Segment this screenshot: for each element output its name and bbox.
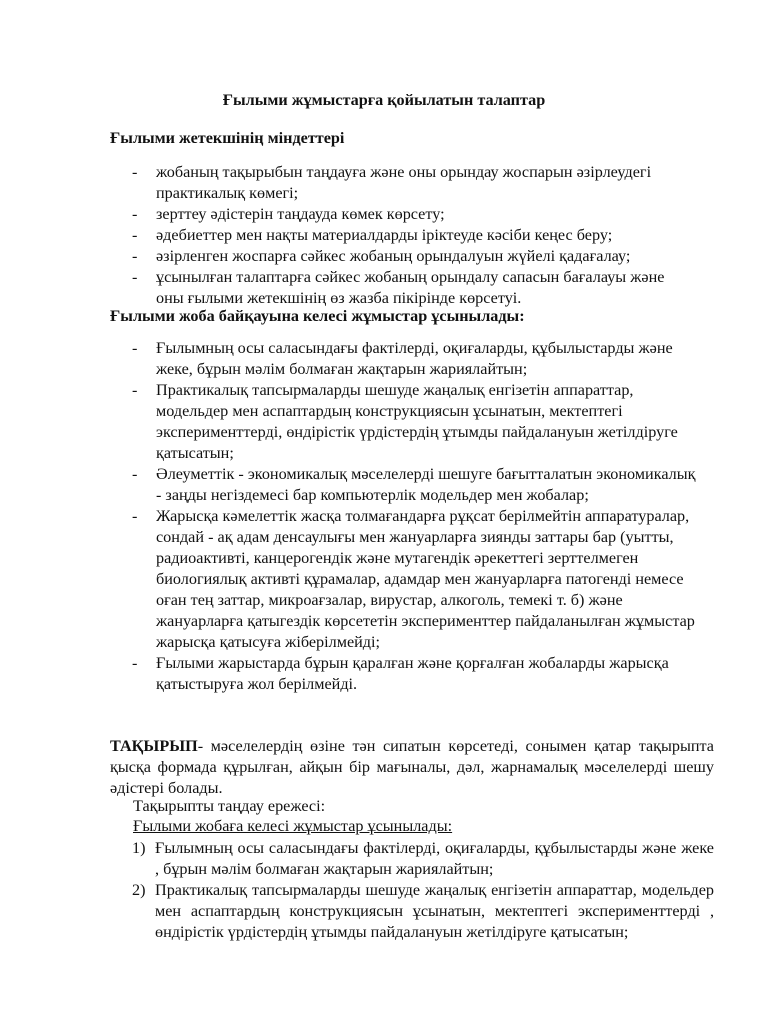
supervisor-duties-list [110, 162, 690, 309]
project-works-list [110, 338, 700, 695]
topic-lead: ТАҚЫРЫП [110, 737, 198, 755]
list-number: 1) [132, 839, 146, 857]
bullet-dash: - [132, 268, 138, 286]
list-item: - әзірленген жоспарға сәйкес жобаның орындалуын жүйелі қадағалау; [132, 247, 631, 265]
list-item: - ұсынылған талаптарға сәйкес жобаның орындалу сапасын бағалауы және оны ғылыми жетекшінің өз жазба пікірінде көрсетуі. [132, 268, 665, 307]
list-item: 2) Практикалық тапсырмаларды шешуде жаңалық енгізетін аппараттар, модельдер мен аспаптардың конструкциясын ұсынатын, мектептегі эксперименттерді , өндірістік үрдістердің ұтымды пайдалануын жетілдіруге қатысатын; [132, 881, 714, 941]
bullet-dash: - [132, 654, 138, 672]
bullet-dash: - [132, 339, 138, 357]
bullet-dash: - [132, 163, 138, 181]
bullet-dash: - [132, 226, 138, 244]
bullet-dash: - [132, 381, 138, 399]
list-item: - жобаның тақырыбын таңдауға және оны орындау жоспарын әзірлеудегі практикалық көмегі; [132, 163, 652, 202]
list-item: - зерттеу әдістерін таңдауда көмек көрсету; [132, 205, 445, 223]
bullet-dash: - [132, 247, 138, 265]
bullet-dash: - [132, 507, 138, 525]
topic-rule-heading: Тақырыпты таңдау ережесі: [133, 797, 326, 815]
bullet-dash: - [132, 205, 138, 223]
list-item: - Ғылыми жарыстарда бұрын қаралған және қорғалған жобаларды жарысқа қатыстыруға жол берілмейді. [132, 654, 669, 693]
section-heading-project-proposals: Ғылыми жобаға келесі жұмыстар ұсынылады: [133, 817, 453, 835]
list-item: - Ғылымның осы саласындағы фактілерді, оқиғаларды, құбылыстарды және жеке, бұрын мәлім болмаған жақтарын жариялайтын; [132, 339, 673, 378]
list-item: - Жарысқа кәмелеттік жасқа толмағандарға рұқсат берілмейтін аппаратуралар, сондай - ақ адам денсаулығы мен жануарларға зиянды заттары бар (уытты, радиоактивті, канцерогендік және мутагендік әрекеттегі зерттелмеген биологиялық активті құрамалар, адамдар мен жануарларға патогенді немесе оған тең заттар, микроағзалар, вирустар, алкоголь, темекі т. б) және жануарларға қатыгездік көрсететін эксперименттер пайдаланылған жұмыстар жарысқа қатысуға жіберілмейді; [132, 507, 695, 651]
list-item: - Практикалық тапсырмаларды шешуде жаңалық енгізетін аппараттар, модельдер мен аспаптардың конструкциясын ұсынатын, мектептегі эксперименттерді, өндірістік үрдістердің ұтымды пайдалануын жетілдіруге қатысатын; [132, 381, 678, 462]
topic-text: - мәселелердің өзіне тән сипатын көрсетеді, сонымен қатар тақырыпта қысқа формада құрылған, айқын бір мағыналы, дәл, жарнамалық мәселелерді шешу әдістері болады. [110, 737, 714, 797]
list-item: 1) Ғылымның осы саласындағы фактілерді, оқиғаларды, құбылыстарды және жеке , бұрын мәлім болмаған жақтарын жариялайтын; [132, 839, 714, 878]
topic-paragraph [110, 736, 714, 799]
document-title: Ғылыми жұмыстарға қойылатын талаптар [222, 91, 546, 109]
list-item: - Әлеуметтік - экономикалық мәселелерді шешуге бағытталатын экономикалық - заңды негіздемесі бар компьютерлік модельдер мен жобалар; [132, 465, 696, 504]
project-proposals-list [110, 838, 714, 943]
section-heading-supervisor-duties: Ғылыми жетекшінің міндеттері [110, 129, 345, 147]
section-heading-project-works: Ғылыми жоба байқауына келесі жұмыстар ұсынылады: [110, 307, 525, 325]
list-number: 2) [132, 881, 146, 899]
list-item: - әдебиеттер мен нақты материалдарды іріктеуде кәсіби кеңес беру; [132, 226, 613, 244]
bullet-dash: - [132, 465, 138, 483]
